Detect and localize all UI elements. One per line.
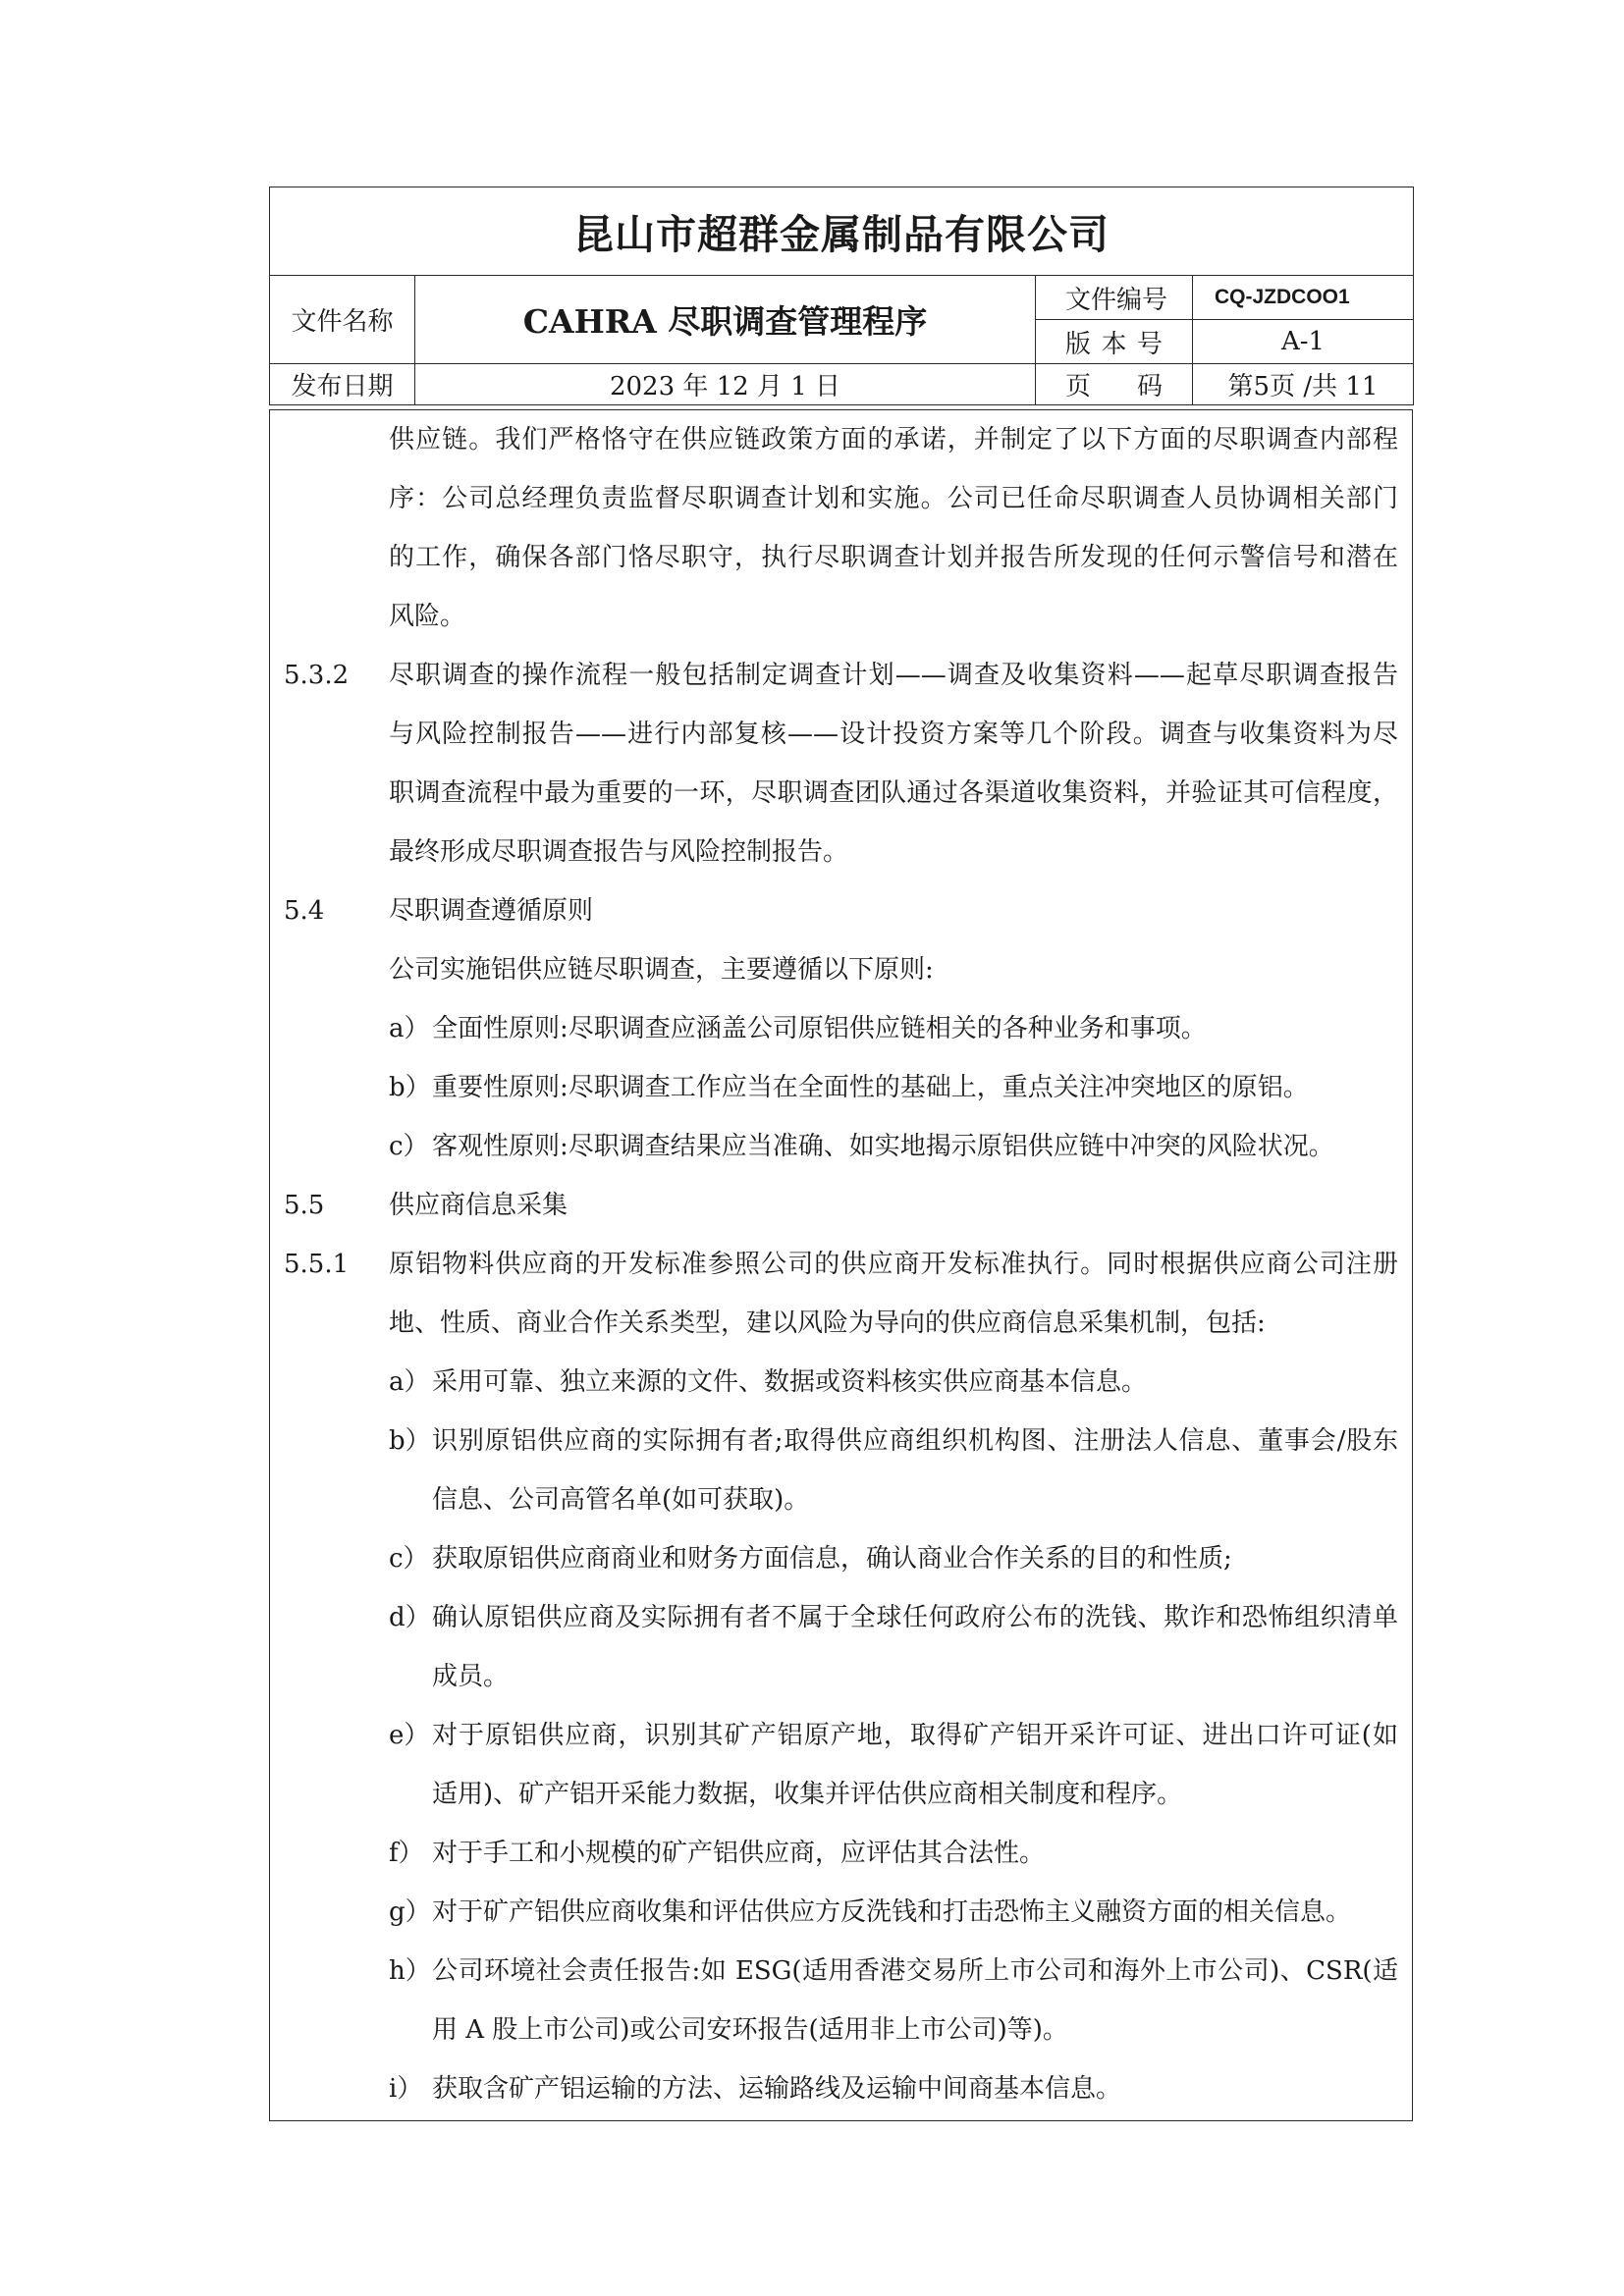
list-item: [270, 1824, 1412, 1883]
list-marker: b）: [389, 1073, 431, 1102]
clause-number: 5.5.1: [284, 1250, 350, 1279]
document-header: [269, 187, 1414, 405]
list-item: [270, 1706, 1412, 1824]
text-line: [270, 587, 1412, 646]
text-line: [270, 1412, 1412, 1470]
line-text: 尽职调查遵循原则: [389, 896, 594, 926]
clause-number: 5.4: [284, 896, 325, 926]
release-date: 2023 年 12 月 1 日: [415, 364, 1036, 405]
list-item: [270, 1588, 1412, 1706]
text-line: [270, 469, 1412, 528]
list-marker: g）: [389, 1897, 431, 1927]
paragraph: [270, 410, 1412, 646]
line-text: 原铝物料供应商的开发标准参照公司的供应商开发标准执行。同时根据供应商公司注册: [389, 1250, 1398, 1279]
page-label: 页 码: [1036, 364, 1193, 405]
line-text: 用 A 股上市公司)或公司安环报告(适用非上市公司)等)。: [432, 2015, 1068, 2045]
line-text: 获取含矿产铝运输的方法、运输路线及运输中间商基本信息。: [432, 2074, 1122, 2104]
list-marker: f）: [389, 1839, 424, 1868]
list-marker: a）: [389, 1367, 430, 1397]
text-line: [270, 1824, 1412, 1883]
line-text: 识别原铝供应商的实际拥有者;取得供应商组织机构图、注册法人信息、董事会/股东: [432, 1426, 1398, 1456]
text-line: [270, 1353, 1412, 1412]
numbered-clause: [270, 881, 1412, 940]
list-item: [270, 1529, 1412, 1588]
document-body: [269, 409, 1413, 2121]
line-text: 的工作，确保各部门恪尽职守，执行尽职调查计划并报告所发现的任何示警信号和潜在: [389, 543, 1398, 572]
list-marker: h）: [389, 1956, 431, 1986]
page-number: 第5页 /共 11: [1193, 364, 1414, 405]
text-line: [270, 999, 1412, 1058]
list-marker: a）: [389, 1014, 430, 1043]
line-text: 供应商信息采集: [389, 1191, 568, 1220]
list-item: [270, 1883, 1412, 1942]
text-line: [270, 2059, 1412, 2118]
line-text: 对于原铝供应商，识别其矿产铝原产地，取得矿产铝开采许可证、进出口许可证(如: [432, 1721, 1398, 1750]
line-text: 确认原铝供应商及实际拥有者不属于全球任何政府公布的洗钱、欺诈和恐怖组织清单: [432, 1603, 1398, 1632]
text-line: [270, 1706, 1412, 1765]
list-marker: b）: [389, 1426, 431, 1456]
text-line: [270, 1176, 1412, 1235]
clause-number: 5.5: [284, 1191, 325, 1220]
line-text: 尽职调查的操作流程一般包括制定调查计划——调查及收集资料——起草尽职调查报告: [389, 661, 1398, 690]
company-title: 昆山市超群金属制品有限公司: [270, 187, 1414, 276]
text-line: [270, 1765, 1412, 1824]
text-line: [270, 764, 1412, 823]
paragraph: [270, 940, 1412, 999]
list-item: [270, 1117, 1412, 1176]
list-item: [270, 1942, 1412, 2059]
list-item: [270, 2059, 1412, 2118]
line-text: 信息、公司高管名单(如可获取)。: [432, 1485, 810, 1515]
text-line: [270, 2001, 1412, 2059]
list-marker: d）: [389, 1603, 431, 1632]
line-text: 获取原铝供应商商业和财务方面信息，确认商业合作关系的目的和性质;: [432, 1544, 1232, 1574]
line-text: 客观性原则:尽职调查结果应当准确、如实地揭示原铝供应链中冲突的风险状况。: [432, 1132, 1334, 1161]
text-line: [270, 1117, 1412, 1176]
line-text: 对于手工和小规模的矿产铝供应商，应评估其合法性。: [432, 1839, 1046, 1868]
line-text: 全面性原则:尽职调查应涵盖公司原铝供应链相关的各种业务和事项。: [432, 1014, 1207, 1043]
line-text: 供应链。我们严格恪守在供应链政策方面的承诺，并制定了以下方面的尽职调查内部程: [389, 425, 1398, 454]
numbered-clause: [270, 646, 1412, 881]
line-text: 重要性原则:尽职调查工作应当在全面性的基础上，重点关注冲突地区的原铝。: [432, 1073, 1309, 1102]
text-line: [270, 646, 1412, 705]
text-line: [270, 881, 1412, 940]
text-line: [270, 940, 1412, 999]
doc-number: CQ-JZDCOO1: [1193, 276, 1414, 320]
text-line: [270, 823, 1412, 881]
line-text: 序：公司总经理负责监督尽职调查计划和实施。公司已任命尽职调查人员协调相关部门: [389, 484, 1398, 513]
line-text: 公司环境社会责任报告:如 ESG(适用香港交易所上市公司和海外上市公司)、CSR(适: [432, 1956, 1398, 1986]
clause-number: 5.3.2: [284, 661, 350, 690]
numbered-clause: [270, 1235, 1412, 1353]
text-line: [270, 1235, 1412, 1294]
text-line: [270, 1294, 1412, 1353]
line-text: 最终形成尽职调查报告与风险控制报告。: [389, 837, 849, 867]
line-text: 与风险控制报告——进行内部复核——设计投资方案等几个阶段。调查与收集资料为尽: [389, 720, 1398, 749]
text-line: [270, 410, 1412, 469]
line-text: 地、性质、商业合作关系类型，建以风险为导向的供应商信息采集机制，包括:: [389, 1308, 1266, 1338]
doc-name-label: 文件名称: [270, 276, 415, 364]
list-marker: i）: [389, 2074, 423, 2104]
line-text: 风险。: [389, 602, 466, 631]
list-marker: c）: [389, 1132, 429, 1161]
text-line: [270, 1470, 1412, 1529]
line-text: 适用)、矿产铝开采能力数据，收集并评估供应商相关制度和程序。: [432, 1780, 1183, 1809]
line-text: 公司实施铝供应链尽职调查，主要遵循以下原则:: [389, 955, 934, 985]
list-marker: c）: [389, 1544, 429, 1574]
line-text: 对于矿产铝供应商收集和评估供应方反洗钱和打击恐怖主义融资方面的相关信息。: [432, 1897, 1352, 1927]
line-text: 职调查流程中最为重要的一环，尽职调查团队通过各渠道收集资料，并验证其可信程度，: [389, 778, 1398, 808]
version-label: 版 本 号: [1036, 320, 1193, 364]
text-line: [270, 705, 1412, 764]
doc-number-label: 文件编号: [1036, 276, 1193, 320]
list-item: [270, 1412, 1412, 1529]
version: A-1: [1193, 320, 1414, 364]
doc-name: CAHRA 尽职调查管理程序: [415, 276, 1036, 364]
list-marker: e）: [389, 1721, 430, 1750]
list-item: [270, 1058, 1412, 1117]
line-text: 采用可靠、独立来源的文件、数据或资料核实供应商基本信息。: [432, 1367, 1148, 1397]
text-line: [270, 1942, 1412, 2001]
text-line: [270, 1058, 1412, 1117]
text-line: [270, 1647, 1412, 1706]
text-line: [270, 1588, 1412, 1647]
text-line: [270, 1529, 1412, 1588]
list-item: [270, 1353, 1412, 1412]
line-text: 成员。: [432, 1662, 510, 1691]
list-item: [270, 999, 1412, 1058]
release-date-label: 发布日期: [270, 364, 415, 405]
numbered-clause: [270, 1176, 1412, 1235]
text-line: [270, 1883, 1412, 1942]
text-line: [270, 528, 1412, 587]
